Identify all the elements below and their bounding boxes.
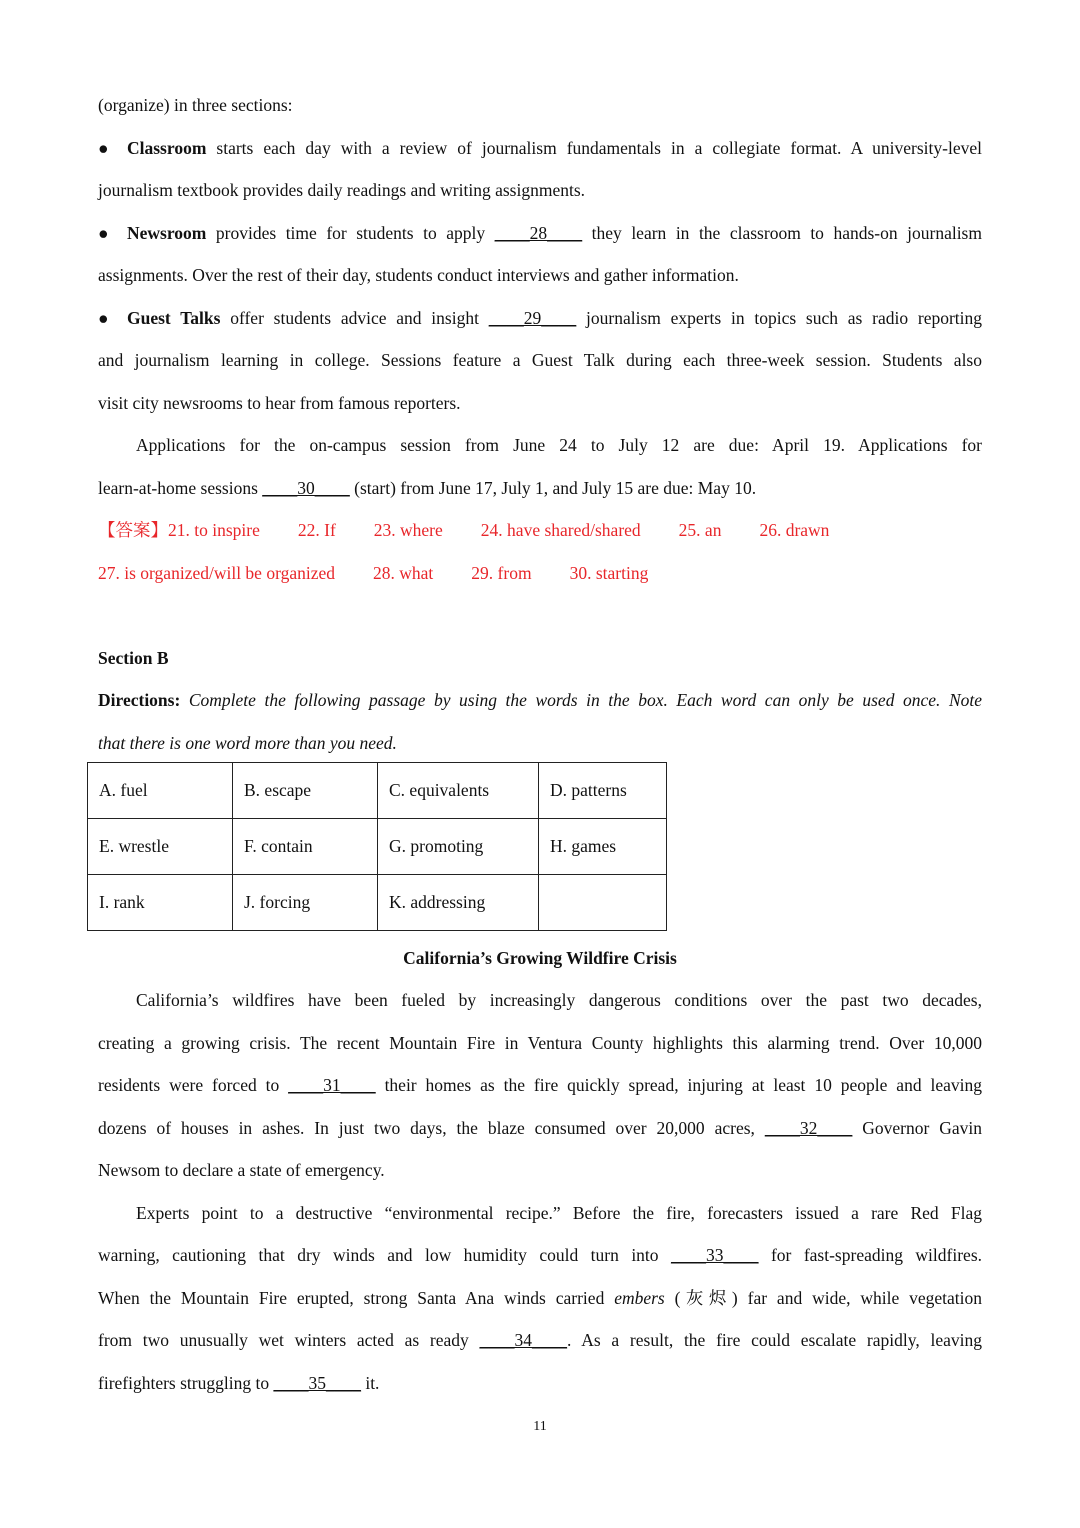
- blank-28: ____28____: [494, 222, 583, 243]
- classroom-line: [98, 127, 982, 170]
- text-span: . As a result, the fire could escalate rapidly, leaving: [567, 1330, 982, 1350]
- word-cell: C. equivalents: [378, 763, 539, 819]
- blank-30: ____30____: [262, 477, 350, 498]
- text-span: dozens of houses in ashes. In just two days, the blaze consumed over 20,000 acres,: [98, 1117, 765, 1138]
- newsroom-term: Newsroom: [127, 222, 207, 243]
- text-span: firefighters struggling to: [98, 1372, 274, 1393]
- text-line: journalism textbook provides daily readings and writing assignments.: [98, 180, 586, 200]
- blank-31: ____31____: [288, 1075, 376, 1095]
- answer-item: 29. from: [471, 562, 532, 583]
- word-box-row: [88, 875, 667, 931]
- directions-line-2: [98, 722, 982, 765]
- directions-label: Directions:: [98, 690, 181, 710]
- word-cell: [539, 875, 667, 931]
- text-span: it.: [360, 1372, 380, 1393]
- word-box-row: [88, 819, 667, 875]
- section-heading: [98, 637, 982, 680]
- emphasis-text: embers: [614, 1287, 665, 1308]
- guest-line: [98, 297, 982, 340]
- text-span: warning, cautioning that dry winds and low humidity could turn into: [98, 1245, 672, 1265]
- text-line: visit city newsrooms to hear from famous reporters.: [98, 392, 461, 413]
- text-span: (灰烬) far and wide, while vegetation: [664, 1287, 982, 1308]
- page-number: 11: [533, 1419, 547, 1434]
- word-cell: I. rank: [88, 875, 233, 931]
- spacer: [98, 594, 982, 637]
- text-span: journalism experts in topics such as radio reporting: [576, 307, 983, 328]
- text-span: When the Mountain Fire erupted, strong Santa Ana winds carried: [98, 1287, 615, 1308]
- answer-item: 22. If: [297, 520, 336, 540]
- blank-29: ____29____: [488, 307, 577, 328]
- text-line: assignments. Over the rest of their day, students conduct interviews and gather information.: [98, 265, 739, 285]
- text-line: Newsom to declare a state of emergency.: [98, 1160, 385, 1180]
- directions-line: [98, 679, 982, 722]
- answer-item: 25. an: [678, 520, 722, 540]
- answer-item: 30. starting: [569, 562, 649, 583]
- passage-line: [98, 1064, 982, 1107]
- word-cell: K. addressing: [378, 875, 539, 931]
- applications-line: [98, 467, 982, 510]
- text-span: their homes as the fire quickly spread, injuring at least 10 people and leaving: [375, 1075, 982, 1095]
- directions-text: that there is one word more than you need.: [98, 732, 397, 753]
- text-line: Experts point to a destructive “environmental recipe.” Before the fire, forecasters issued a rare Red Flag: [136, 1202, 982, 1223]
- text-line: and journalism learning in college. Sessions feature a Guest Talk during each three-week session. Students also: [98, 350, 982, 370]
- answer-item: 26. drawn: [759, 520, 830, 540]
- answer-label: 【答案】: [98, 520, 168, 540]
- passage-line: [98, 1277, 982, 1320]
- answer-item: 27. is organized/will be organized: [98, 562, 336, 583]
- word-cell: H. games: [539, 819, 667, 875]
- text-span: learn-at-home sessions: [98, 477, 263, 498]
- answer-row-1: [98, 509, 982, 552]
- word-cell: A. fuel: [88, 763, 233, 819]
- answer-item: 24. have shared/shared: [480, 520, 641, 540]
- text-span: provides time for students to apply: [206, 222, 495, 243]
- word-cell: J. forcing: [233, 875, 378, 931]
- bullet-icon: ●: [98, 137, 109, 158]
- bullet-icon: ●: [98, 222, 109, 243]
- bullet-icon: ●: [98, 307, 109, 328]
- text-line: (organize) in three sections:: [98, 95, 293, 115]
- text-line: California’s wildfires have been fueled by increasingly dangerous conditions over the past two decades,: [136, 990, 982, 1010]
- passage-line: [98, 1362, 982, 1405]
- text-span: Governor Gavin: [852, 1117, 982, 1138]
- word-cell: G. promoting: [378, 819, 539, 875]
- answer-row-2: [98, 552, 982, 595]
- blank-34: ____34____: [479, 1330, 568, 1350]
- blank-33: ____33____: [671, 1245, 759, 1265]
- blank-35: ____35____: [273, 1372, 361, 1393]
- passage-line: [98, 1319, 982, 1362]
- word-cell: B. escape: [233, 763, 378, 819]
- blank-32: ____32____: [764, 1117, 853, 1138]
- text-span: for fast-spreading wildfires.: [758, 1245, 983, 1265]
- text-span: offer students advice and insight: [220, 307, 489, 328]
- text-span: from two unusually wet winters acted as ready: [98, 1330, 480, 1350]
- newsroom-line: [98, 212, 982, 255]
- text-span: they learn in the classroom to hands-on journalism: [582, 222, 982, 243]
- passage-line: [98, 1107, 982, 1150]
- word-cell: E. wrestle: [88, 819, 233, 875]
- text-span: starts each day with a review of journalism fundamentals in a collegiate format. A university-level: [206, 137, 982, 158]
- classroom-term: Classroom: [127, 137, 207, 158]
- passage-body: [98, 979, 982, 1404]
- answer-item: 28. what: [373, 562, 434, 583]
- page-top: [98, 84, 982, 764]
- directions-text: Complete the following passage by using the words in the box. Each word can only be used once. Note: [180, 690, 982, 710]
- text-span: (start) from June 17, July 1, and July 15 are due: May 10.: [349, 477, 757, 498]
- word-cell: D. patterns: [539, 763, 667, 819]
- section-b-title: Section B: [98, 647, 169, 668]
- answer-item: 21. to inspire: [168, 520, 260, 540]
- text-line: creating a growing crisis. The recent Mountain Fire in Ventura County highlights this alarming trend. Over 10,000: [98, 1032, 982, 1053]
- passage-line: [98, 1234, 982, 1277]
- passage-title: California’s Growing Wildfire Crisis: [403, 948, 677, 968]
- word-cell: F. contain: [233, 819, 378, 875]
- answer-item: 23. where: [373, 520, 443, 540]
- word-box-row: [88, 763, 667, 819]
- text-span: residents were forced to: [98, 1075, 289, 1095]
- text-line: Applications for the on-campus session from June 24 to July 12 are due: April 19. Applications for: [136, 435, 982, 455]
- word-box: [87, 762, 667, 931]
- guest-term: Guest Talks: [127, 307, 221, 328]
